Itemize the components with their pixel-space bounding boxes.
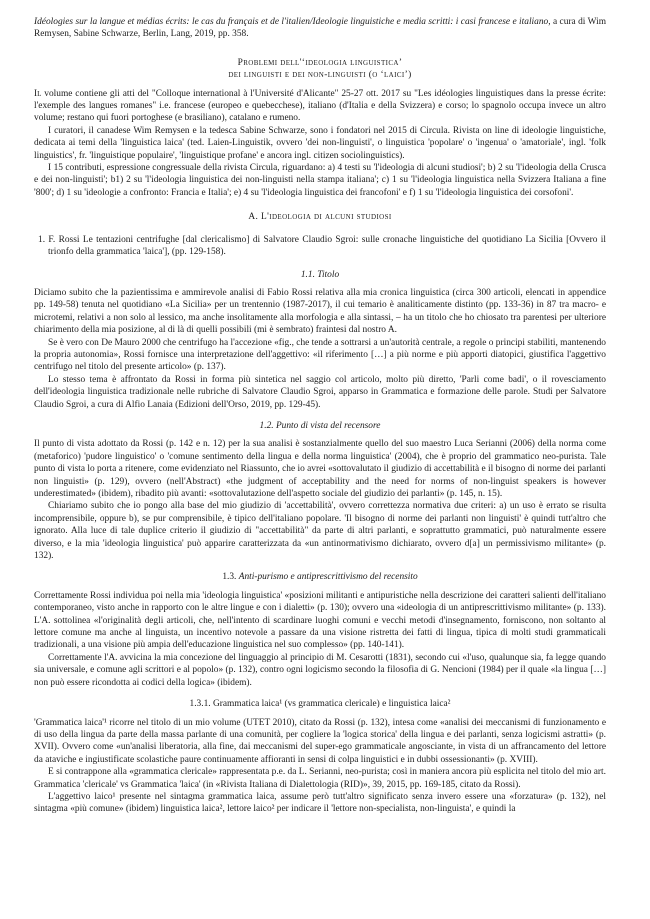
subsection-1-3-1-paragraph-2: E si contrappone alla «grammatica clericale» rappresentata p.e. da L. Serianni, neo-purista; così in maniera ancora più esplicita nel titolo del mio art. Grammatica 'clericale' vs Grammatica 'laica' (in «Rivista Italiana di Dialettologia (RID)», 39, 2015, pp. 169-185, citato da Rossi). bbox=[34, 767, 606, 790]
subsection-1-2-paragraph-2: Chiariamo subito che io pongo alla base del mio giudizio di 'accettabilità', ovvero correttezza normativa due criteri: a) un uso è errato se risulta incomprensibile, oppure b), se pur comprensibile, è tipico dell'italiano popolare. 'Il bisogno di norme dei parlanti non linguisti' è quindi tutt'altro che ignorato. Alla luce di tale duplice criterio il giudizio di "accettabilità" da parte di altri parlanti, e soprattutto grammatici, può naturalmente essere diverso, e la mia 'ideologia linguistica' può apparire caratterizzata da «un antinormativismo dichiarato, ovvero d[a] un permissivismo militante» (p. 132). bbox=[34, 501, 606, 562]
article-subtitle: dei linguisti e dei non-linguisti (o ‘laici’) bbox=[228, 70, 412, 81]
subsection-1-2-heading bbox=[34, 420, 606, 432]
dropcap: Il bbox=[34, 88, 42, 99]
subsection-1-3-1-heading: 1.3.1. Grammatica laica¹ (vs grammatica clericale) e linguistica laica² bbox=[189, 699, 451, 710]
citation-details: , a cura di Wim Remysen, Sabine Schwarze, Berlin, Lang, 2019, pp. 358. bbox=[34, 17, 606, 40]
section-a-item-1: 1. F. Rossi Le tentazioni centrifughe [dal clericalismo] di Salvatore Claudio Sgroi: sulle cronache linguistiche del quotidiano La Sicilia [Ovvero il trionfo della grammatica 'laica'], (pp. 129-158). bbox=[38, 234, 606, 258]
subsection-1-3-paragraph-2: Correttamente l'A. avvicina la mia concezione del linguaggio al principio di M. Cesarotti (1831), secondo cui «l'uso, qualunque sia, fa legge quando sia universale, e comune agli scrittori e al popolo» (p. 132), contro ogni logicismo secondo la filosofia di G. Nencioni (1984) per il quale «la lingua […] non può essere ricondotta ai codici della logica» (ibidem). bbox=[34, 652, 606, 688]
article-title: Problemi dell'‘ideologia linguistica’ bbox=[237, 57, 403, 68]
subsection-1-3-number: 1.3. bbox=[222, 572, 239, 583]
intro-paragraph-1-text: volume contiene gli atti del "Colloque international à l'Université d'Alicante" 25-27 ott. 2017 su "Les idéologies linguistiques dans la presse écrite: l'exemple des langues romanes" i.e. francese (europeo e quebecchese), italiano (d'Italia e della Svizzera) e corso; lo spagnolo occupa invece un altro volume; restano qui fuori portoghese (e brasiliano), catalano e rumeno. bbox=[34, 88, 606, 124]
subsection-1-2-title: 1.2. Punto di vista del recensore bbox=[259, 420, 381, 431]
intro-paragraph-1 bbox=[34, 88, 606, 125]
section-a-heading: A. L'ideologia di alcuni studiosi bbox=[248, 212, 392, 223]
intro-paragraph-2: I curatori, il canadese Wim Remysen e la tedesca Sabine Schwarze, sono i fondatori nel 2015 di Circula. Rivista on line di ideologie linguistiche, dedicata ai temi della 'linguistica laica' (ted. Laien-Linguistik, ovvero 'dei non-linguisti', o linguistica 'popolare' o 'ingenua' o 'amatoriale', ingl. 'folk linguistics', fr. 'linguistique populaire', 'linguistique profane' e ancora ingl. citizen sociolinguistics). bbox=[34, 125, 606, 161]
subsection-1-2-paragraph-1: Il punto di vista adottato da Rossi (p. 142 e n. 12) per la sua analisi è sostanzialmente quello del suo maestro Luca Serianni (2006) della norma come (metaforico) 'pudore linguistico' o 'comune sentimento della lingua e della norma linguistica' (2004), che è proprio del grammatico neo-purista. Tale punto di vista lo porta a ritenere, come evidenziato nel Riassunto, che io avrei «sottovalutato il giudizio di accettabilità e il bisogno di norme dei parlanti non linguisti» (p. 129), ovvero (nell'Abstract) «the judgment of acceptability and the need for norms of non-linguist speakers is however underestimated» (ibidem), ribadito più avanti: «sottovalutazione dell'aspetto sociale del giudizio dei parlanti» (p. 145, n. 15). bbox=[34, 439, 606, 499]
subsection-1-1-heading bbox=[34, 269, 606, 281]
subsection-1-3-heading bbox=[34, 571, 606, 583]
subsection-1-1-paragraph-2: Se è vero con De Mauro 2000 che centrifugo ha l'accezione «fig., che tende a sottrarsi a un'autorità centrale, a regole o principi stabiliti, mantenendo la propria autonomia», Rossi fornisce una interpretazione dell'aggettivo: «il riferimento […] a più norme e più apporti diatopici, giustifica l'aggettivo centrifugo nel titolo del presente articolo» (p. 137). bbox=[34, 337, 606, 373]
subsection-1-3-1-paragraph-1: 'Grammatica laica'¹ ricorre nel titolo di un mio volume (UTET 2010), citato da Rossi (p. 132), intesa come «analisi dei meccanismi di funzionamento e di uso della lingua da parte della massa parlante di una comunità, per cogliere la 'logica storica' della lingua e dei parlanti, senza logicismi astratti» (p. XVII). Ovvero come «un'analisi liberatoria, alla fine, dai meccanismi del super-ego grammaticale angosciante, in vista di un affrancamento del lettore da ataviche e ingiustificate scolastiche paure continuamente affioranti in sensi di colpa linguistici e in dubbi ossessionanti» (p. XVIII). bbox=[34, 717, 606, 765]
subsection-1-3-paragraph-1: Correttamente Rossi individua poi nella mia 'ideologia linguistica' «posizioni militanti e antipuristiche nella descrizione dei caratteri salienti dell'italiano contemporaneo, visto anche in rapporto con le altre lingue e con i dialetti» (p. 130); ovvero una «ideologia di un antiprescrittivismo militante» (p. 133). L'A. sottolinea «l'originalità degli articoli, che, nell'intento di scardinare luoghi comuni e vecchi metodi d'insegnamento, forniscono, non soltanto al lettore comune ma anche al linguista, un incentivo notevole a passare da una visione ristretta dei fatti di lingua, tipica di molti studi grammaticali tradizionali, a una visione più ampia dell'educazione linguistica nel suo complesso» (pp. 140-141). bbox=[34, 590, 606, 651]
review-citation bbox=[34, 16, 606, 41]
citation-title: Idéologies sur la langue et médias écrits: le cas du français et de l'italien/Ideologie linguistiche e media scritti: i casi francese e italiano bbox=[34, 17, 549, 27]
subsection-1-1-title: 1.1. Titolo bbox=[300, 269, 340, 280]
subsection-1-1-paragraph-1: Diciamo subito che la pazientissima e ammirevole analisi di Fabio Rossi relativa alla mia cronica linguistica (circa 300 articoli, elencati in appendice pp. 149-58) tenuta nel quotidiano «La Sicilia» per un trentennio (1987-2017), il cui temario è analiticamente distinto (pp. 133-36) in 87 tra macro- e microtemi, relativi a non solo al lessico, ma anche insolitamente alla morfologia e alla sintassi, – ha un titolo che ho chiosato tra parentesi per ulteriore chiarimento della mia posizione, al di là di quelli possibili (mi è sembrato) fraintesi dal nostro A. bbox=[34, 287, 606, 336]
subsection-1-3-1-paragraph-3: L'aggettivo laico¹ presente nel sintagma grammatica laica, assume però tutt'altro significato senza invero essere una «forzatura» (p. 132), nel sintagma «più comune» (ibidem) linguistica laica², lettore laico² per indicare il 'lettore non-specialista, non-linguista', e quindi la bbox=[34, 791, 606, 815]
subsection-1-1-paragraph-3: Lo stesso tema è affrontato da Rossi in forma più sintetica nel saggio col articolo, molto più diretto, 'Parli come badi', o il rovesciamento dell'ideologia linguistica tradizionale nelle rubriche di Salvatore Claudio Sgroi, apparso in Grammatica e formazione delle parole. Studi per Salvatore Claudio Sgroi, a cura di Alfio Lanaia (Edizioni dell'Orso, 2019, pp. 129-45). bbox=[34, 374, 606, 410]
subsection-1-3-title: Anti-purismo e antiprescrittivismo del recensito bbox=[238, 572, 418, 583]
intro-paragraph-3: I 15 contributi, espressione congressuale della rivista Circula, riguardano: a) 4 testi su 'l'ideologia di alcuni studiosi'; b) 2 su 'l'ideologia della Crusca e dei non-linguisti'; b1) 2 su 'l'ideologia linguistica dei non-linguisti nella stampa italiana'; c) 1 su 'l'ideologia linguistica nella Svizzera Italiana a fine '800'; d) 1 su 'ideologie a confronto: Francia e Italia'; e) 4 su 'l'ideologia linguistica dei francofoni' e f) 1 su 'l'ideologia linguistica dei corsofoni'. bbox=[34, 163, 606, 198]
